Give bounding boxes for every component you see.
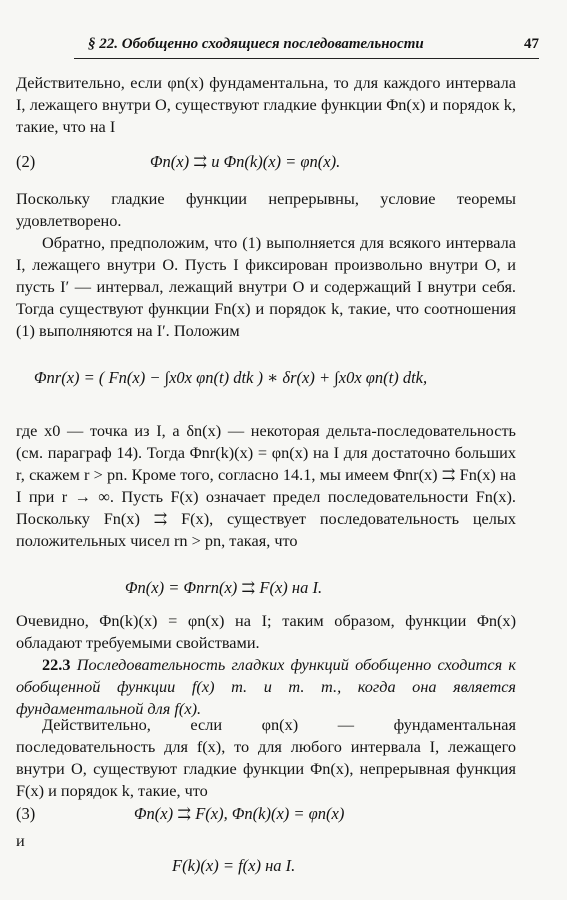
page-number: 47 <box>524 36 539 52</box>
equation-phi-nr: Φnr(x) = ( Fn(x) − ∫x0x φn(t) dtk ) ∗ δr(x) + ∫x0x φn(t) dtk, <box>34 368 428 387</box>
paragraph-3: Обратно, предположим, что (1) выполняется для всякого интервала I, лежащего внутри O. Пусть I фиксирован произвольно внутри O, и пусть I′ — интервал, лежащий внутри O и содержащий I внутри себя. Тогда существуют функции Fn(x) и порядок k, такие, что соотношения (1) выполняются на I′. Положим <box>16 233 516 340</box>
equation-last: F(k)(x) = f(x) на I. <box>172 856 296 875</box>
running-header <box>74 34 539 59</box>
proposition-number: 22.3 <box>42 655 71 674</box>
equation-phi-n-rn: Φn(x) = Φnrn(x) ⇉ F(x) на I. <box>125 578 323 597</box>
equation-3: Φn(x) ⇉ F(x), Φn(k)(x) = φn(x) <box>134 804 345 823</box>
equation-2-label: (2) <box>16 152 36 171</box>
paragraph-5: Очевидно, Φn(k)(x) = φn(x) на I; таким образом, функции Φn(x) обладают требуемыми свойствами. <box>16 611 516 652</box>
paragraph-6 <box>16 654 516 720</box>
section-title: § 22. Обобщенно сходящиеся последовательности <box>88 36 424 52</box>
paragraph-4: где x0 — точка из I, а δn(x) — некоторая дельта-последовательность (см. параграф 14). Тогда Φnr(k)(x) = φn(x) на I для достаточно больших r, скажем r > pn. Кроме того, согласно 14.1, мы имеем Φnr(x) ⇉ Fn(x) на I при r → ∞. Пусть F(x) означает предел последовательности Fn(x). Поскольку Fn(x) ⇉ F(x), существует последовательность целых положительных чисел rn > pn, такая, что <box>16 421 516 550</box>
paragraph-2: Поскольку гладкие функции непрерывны, условие теоремы удовлетворено. <box>16 189 516 230</box>
equation-3-label: (3) <box>16 804 36 823</box>
paragraph-1: Действительно, если φn(x) фундаментальна, то для каждого интервала I, лежащего внутри O, существуют гладкие функции Φn(x) и порядок k, такие, что на I <box>16 73 516 136</box>
paragraph-7: Действительно, если φn(x) — фундаментальная последовательность для f(x), то для любого интервала I, лежащего внутри O, существуют гладкие функции Φn(x), непрерывная функция F(x) и порядок k, такие, что <box>16 715 516 800</box>
proposition-text: Последовательность гладких функций обобщенно сходится к обобщенной функции f(x) т. и т. т., когда она является фундаментальной для f(x). <box>16 655 516 718</box>
equation-2: Φn(x) ⇉ и Φn(k)(x) = φn(x). <box>150 152 341 171</box>
paragraph-8: и <box>16 831 25 850</box>
